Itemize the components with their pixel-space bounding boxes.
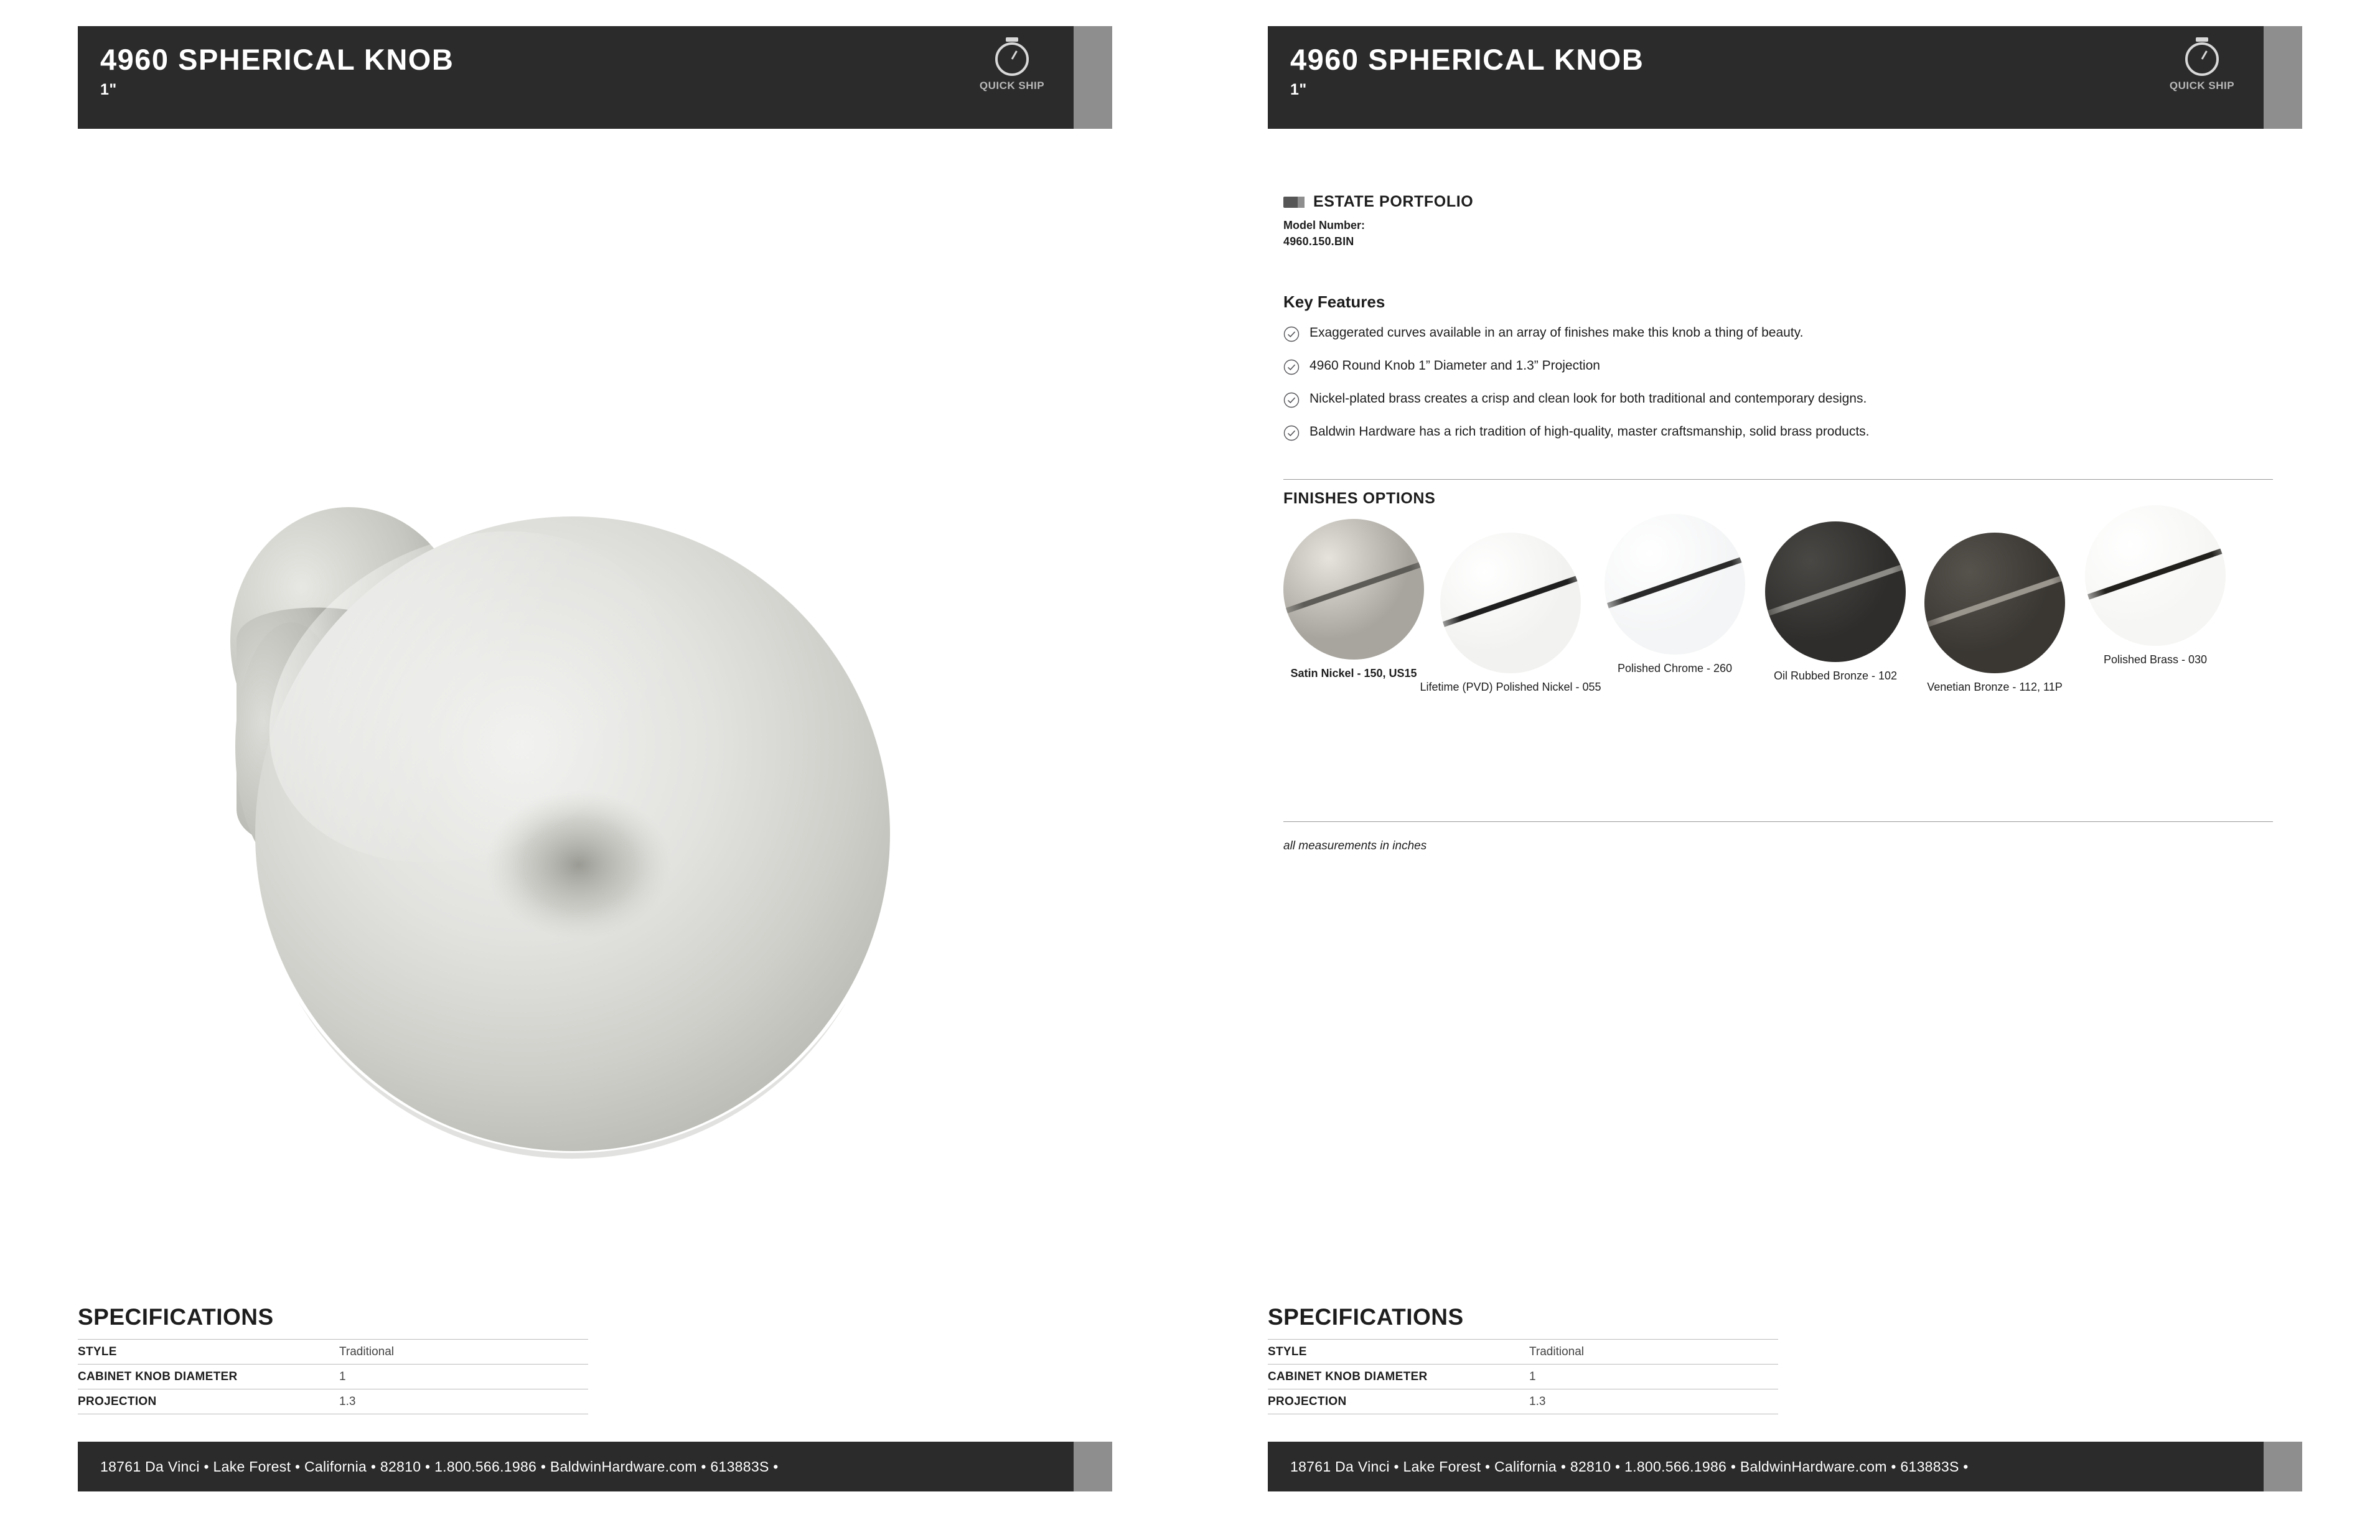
key-features-section (1283, 292, 2273, 457)
measurements-note: all measurements in inches (1283, 839, 1427, 852)
specifications-right (1268, 1304, 2046, 1414)
stopwatch-icon (995, 42, 1029, 76)
finish-swatch[interactable] (1765, 521, 1906, 683)
table-row (78, 1389, 588, 1414)
finish-streak (1605, 550, 1745, 612)
feature-text: 4960 Round Knob 1” Diameter and 1.3” Projection (1309, 358, 1600, 373)
model-number-label: Model Number: (1283, 219, 1366, 231)
spec-key: PROJECTION (78, 1395, 157, 1408)
finishes-options-title: FINISHES OPTIONS (1283, 490, 1436, 507)
finish-label: Satin Nickel - 150, US15 (1290, 667, 1417, 679)
spec-value: Traditional (339, 1345, 395, 1358)
check-circle-icon (1283, 326, 1300, 342)
table-row (1268, 1365, 1778, 1389)
feature-text: Nickel-plated brass creates a crisp and clean look for both traditional and contemporary designs. (1309, 391, 1867, 406)
finishes-options-section (1283, 479, 2273, 786)
portfolio-mark-icon (1283, 197, 1305, 208)
spec-key: STYLE (78, 1345, 117, 1358)
finish-streak (1283, 555, 1424, 617)
check-circle-icon (1283, 392, 1300, 408)
check-circle-icon (1283, 425, 1300, 441)
finish-label: Polished Brass - 030 (2103, 653, 2208, 666)
table-row (78, 1365, 588, 1389)
header-text-group (1268, 26, 1644, 129)
finish-label: Polished Chrome - 260 (1617, 662, 1733, 674)
quick-ship-label: QUICK SHIP (979, 80, 1045, 91)
finish-label: Venetian Bronze - 112, 11P (1927, 681, 2063, 693)
specifications-title: SPECIFICATIONS (1268, 1304, 1464, 1330)
page-subtitle: 1" (100, 81, 117, 98)
finish-disc (1924, 533, 2065, 673)
specifications-title: SPECIFICATIONS (78, 1304, 274, 1330)
page-subtitle: 1" (1290, 81, 1307, 98)
model-number-value: 4960.150.BIN (1283, 235, 1354, 248)
page-footer (1268, 1442, 2302, 1491)
finish-disc (1283, 519, 1424, 660)
finish-swatch-row (1283, 519, 2273, 786)
finish-swatch[interactable] (1605, 514, 1745, 676)
spec-key: STYLE (1268, 1345, 1307, 1358)
finish-disc (1605, 514, 1745, 655)
spec-key: CABINET KNOB DIAMETER (78, 1370, 238, 1383)
finish-streak (1440, 569, 1581, 631)
list-item (1283, 424, 2273, 441)
portfolio-badge (1283, 193, 1473, 211)
header-accent-bar (1074, 26, 1112, 129)
feature-text: Exaggerated curves available in an array of finishes make this knob a thing of beauty. (1309, 325, 1804, 340)
finish-streak (2085, 541, 2226, 604)
model-number-block (1283, 219, 1365, 248)
divider (1283, 821, 2273, 822)
footer-accent-bar (1074, 1442, 1112, 1491)
spec-value: 1.3 (1529, 1395, 1546, 1408)
finish-disc (2085, 505, 2226, 646)
stopwatch-icon (2185, 42, 2219, 76)
page-footer (78, 1442, 1112, 1491)
divider (1283, 479, 2273, 480)
table-row (1268, 1339, 1778, 1365)
quick-ship-label: QUICK SHIP (2169, 80, 2235, 91)
footer-contact-text: 18761 Da Vinci • Lake Forest • California • 82810 • 1.800.566.1986 • BaldwinHardware.com • 613883S • (100, 1458, 779, 1475)
check-circle-icon (1283, 359, 1300, 375)
footer-accent-bar (2264, 1442, 2302, 1491)
finish-disc (1440, 533, 1581, 673)
header-accent-bar (2264, 26, 2302, 129)
page-title: 4960 SPHERICAL KNOB (1290, 43, 1644, 76)
portfolio-label: ESTATE PORTFOLIO (1313, 193, 1474, 210)
finish-label: Oil Rubbed Bronze - 102 (1773, 670, 1898, 682)
page-header (78, 26, 1112, 129)
footer-contact-text: 18761 Da Vinci • Lake Forest • California • 82810 • 1.800.566.1986 • BaldwinHardware.com • 613883S • (1290, 1458, 1969, 1475)
specifications-left (78, 1304, 856, 1414)
finish-streak (1924, 569, 2065, 631)
spec-value: 1 (1529, 1370, 1536, 1383)
key-features-title: Key Features (1283, 292, 1385, 311)
spec-key: PROJECTION (1268, 1395, 1347, 1408)
finish-swatch[interactable] (1420, 533, 1601, 694)
feature-text: Baldwin Hardware has a rich tradition of high-quality, master craftsmanship, solid brass products. (1309, 424, 1870, 439)
list-item (1283, 325, 2273, 342)
spec-value: Traditional (1529, 1345, 1585, 1358)
finish-disc (1765, 521, 1906, 662)
spec-value: 1.3 (339, 1395, 356, 1408)
table-row (78, 1339, 588, 1365)
spec-value: 1 (339, 1370, 346, 1383)
table-row (1268, 1389, 1778, 1414)
list-item (1283, 358, 2273, 375)
quick-ship-badge (972, 42, 1052, 92)
finish-swatch[interactable] (1924, 533, 2065, 694)
measurements-note-block (1283, 821, 2273, 853)
finish-swatch[interactable] (1283, 519, 1424, 681)
list-item (1283, 391, 2273, 408)
header-text-group (78, 26, 454, 129)
page-title: 4960 SPHERICAL KNOB (100, 43, 454, 76)
page-header (1268, 26, 2302, 129)
specifications-table (1268, 1339, 1778, 1414)
finish-label: Lifetime (PVD) Polished Nickel - 055 (1420, 681, 1601, 693)
finish-streak (1765, 558, 1906, 620)
specifications-table (78, 1339, 588, 1414)
spec-key: CABINET KNOB DIAMETER (1268, 1370, 1428, 1383)
finish-swatch[interactable] (2085, 505, 2226, 667)
product-image (143, 373, 1014, 1276)
quick-ship-badge (2162, 42, 2242, 92)
